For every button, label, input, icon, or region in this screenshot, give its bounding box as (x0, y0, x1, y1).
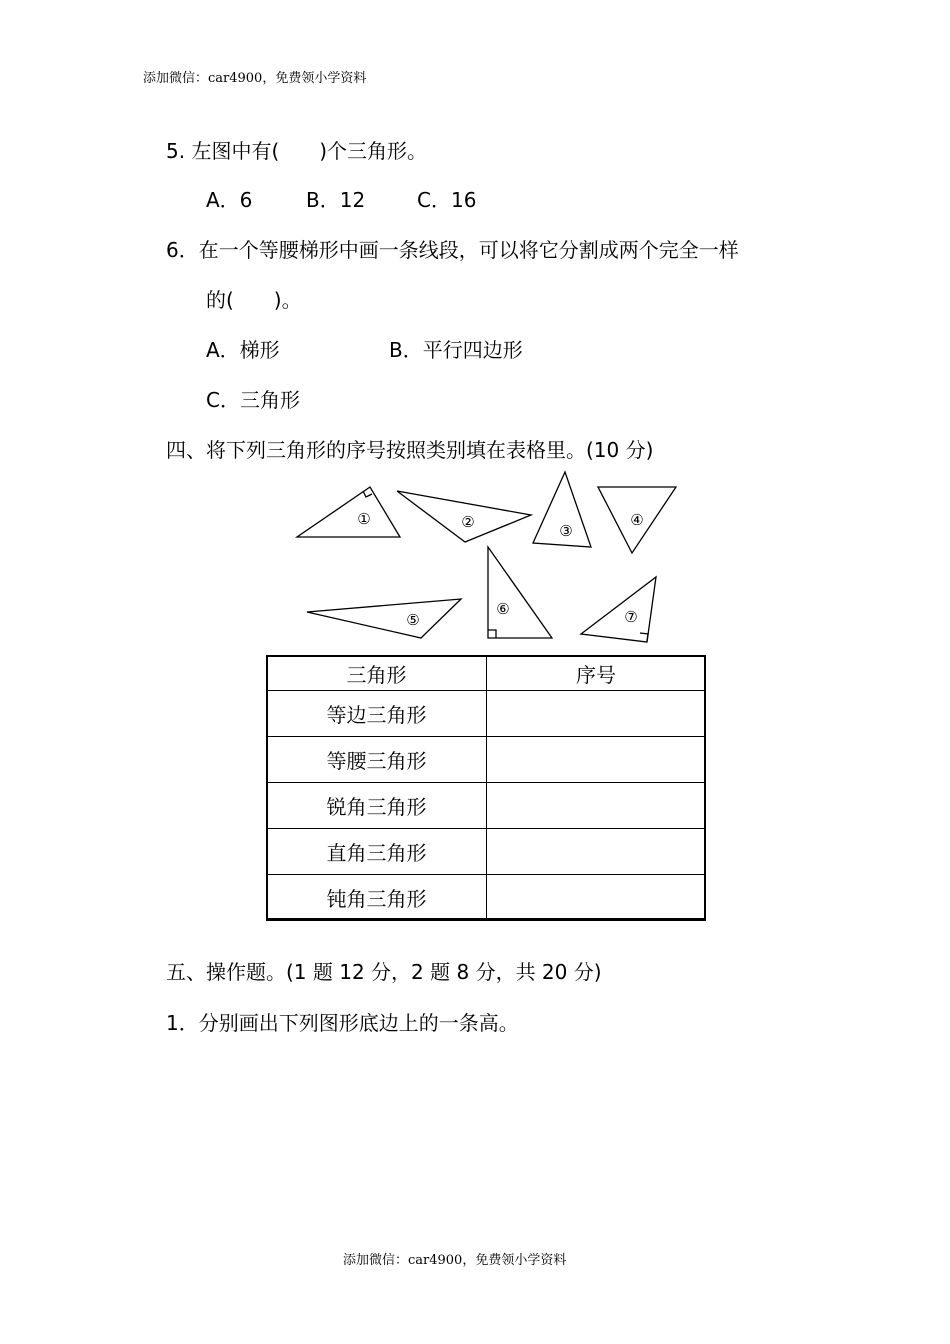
triangle-1 (297, 487, 400, 537)
triangle-label-1: ① (357, 510, 371, 528)
question-6-line2: 的( )。 (206, 288, 302, 312)
right-angle-mark-6 (488, 630, 496, 638)
answer-cell[interactable] (487, 875, 706, 921)
section-4-title: 四、将下列三角形的序号按照类别填在表格里。(10 分) (166, 438, 654, 462)
header-triangle-type: 三角形 (267, 656, 487, 691)
section-5-title: 五、操作题。(1 题 12 分，2 题 8 分，共 20 分) (166, 960, 602, 984)
q5-option-c: C．16 (417, 188, 477, 212)
triangle-5 (307, 599, 461, 638)
triangle-label-6: ⑥ (496, 600, 510, 618)
triangle-label-5: ⑤ (406, 611, 420, 629)
right-angle-mark-7 (640, 633, 648, 641)
page-header: 添加微信：car4900，免费领小学资料 (143, 71, 367, 86)
row-label: 钝角三角形 (267, 875, 487, 921)
q6-option-c: C．三角形 (206, 388, 300, 412)
table-header-row (267, 656, 706, 691)
q5-option-a: A．6 (206, 188, 253, 212)
triangle-label-7: ⑦ (624, 608, 638, 626)
table-row (267, 829, 706, 875)
classification-table (266, 655, 706, 921)
triangle-6 (488, 547, 552, 638)
triangle-label-2: ② (461, 513, 475, 531)
row-label: 等边三角形 (267, 691, 487, 737)
answer-cell[interactable] (487, 829, 706, 875)
header-number: 序号 (487, 656, 706, 691)
q5-option-b: B．12 (306, 188, 366, 212)
answer-cell[interactable] (487, 783, 706, 829)
triangle-7 (581, 577, 656, 642)
question-5: 5. 左图中有( )个三角形。 (166, 139, 428, 163)
q6-option-a: A．梯形 (206, 338, 280, 362)
row-label: 锐角三角形 (267, 783, 487, 829)
row-label: 直角三角形 (267, 829, 487, 875)
answer-cell[interactable] (487, 737, 706, 783)
section-5-question-1: 1．分别画出下列图形底边上的一条高。 (166, 1011, 519, 1035)
table-row (267, 691, 706, 737)
triangle-label-4: ④ (630, 511, 644, 529)
triangle-label-3: ③ (559, 522, 573, 540)
question-6-line1: 6．在一个等腰梯形中画一条线段，可以将它分割成两个完全一样 (166, 238, 739, 262)
triangles-figure (0, 0, 950, 660)
q6-option-b: B．平行四边形 (389, 338, 523, 362)
answer-cell[interactable] (487, 691, 706, 737)
table-row (267, 875, 706, 921)
row-label: 等腰三角形 (267, 737, 487, 783)
page-footer: 添加微信：car4900，免费领小学资料 (343, 1253, 567, 1268)
table-row (267, 737, 706, 783)
right-angle-mark-1 (363, 491, 372, 497)
table-row (267, 783, 706, 829)
